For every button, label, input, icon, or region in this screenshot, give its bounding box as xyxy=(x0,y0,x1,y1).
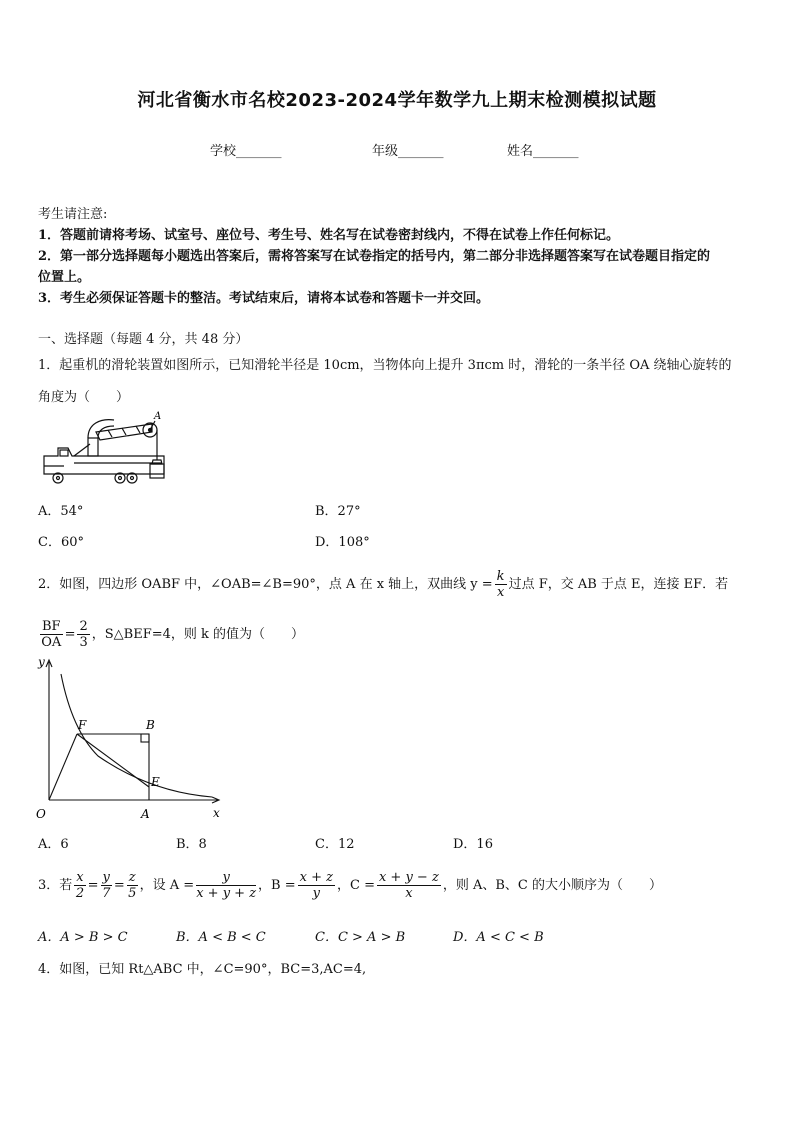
q3-set-b: ，B = xyxy=(258,878,296,893)
hyperbola-fraction xyxy=(495,569,507,600)
notice-heading: 考生请注意: xyxy=(38,207,108,222)
ratio-numerator: BF xyxy=(42,619,61,634)
hyperbola-figure xyxy=(30,652,230,824)
point-a-label: A xyxy=(154,411,162,422)
ratio-equals: = xyxy=(64,627,76,642)
q2-text-post: 过点 F，交 AB 于点 E，连接 EF．若 xyxy=(508,577,729,592)
origin-label: O xyxy=(36,807,46,821)
q3-suffix: ，则 A、B、C 的大小顺序为（ ） xyxy=(442,878,662,893)
value-numerator: 2 xyxy=(79,619,88,634)
frac-denominator: 7 xyxy=(102,886,111,901)
a-fraction xyxy=(196,870,256,901)
q1-option-d: D．108° xyxy=(315,535,370,550)
page-title: 河北省衡水市名校2023-2024学年数学九上期末检测模拟试题 xyxy=(137,90,657,111)
q1-text-cont: 角度为（ ） xyxy=(38,390,130,405)
c-fraction xyxy=(377,870,441,901)
q1-option-c: C．60° xyxy=(38,535,84,550)
frac-numerator: x + y − z xyxy=(378,870,439,885)
q3-option-d: D．A < C < B xyxy=(453,930,544,945)
grade-field: 年级_______ xyxy=(372,144,444,159)
section-heading: 一、选择题（每题 4 分，共 48 分） xyxy=(38,332,249,347)
q2-option-d: D．16 xyxy=(453,837,493,852)
q3-option-b: B．A < B < C xyxy=(176,930,266,945)
hyperbola-numerator: k xyxy=(496,569,505,584)
frac-denominator: y xyxy=(312,886,320,901)
q2-option-a: A．6 xyxy=(38,837,69,852)
point-a-label: A xyxy=(141,807,150,821)
frac-numerator: y xyxy=(102,870,110,885)
x-axis-label: x xyxy=(213,806,220,820)
value-fraction xyxy=(77,619,89,650)
q1-text: 1．起重机的滑轮装置如图所示，已知滑轮半径是 10cm，当物体向上提升 3πcm 时，滑轮的一条半径 OA 绕轴心旋转的 xyxy=(38,358,732,373)
frac-numerator: z xyxy=(128,870,136,885)
ratio-denominator: OA xyxy=(41,635,62,650)
q2-option-c: C．12 xyxy=(315,837,355,852)
crane-figure xyxy=(34,408,174,490)
q2-condition xyxy=(38,618,304,652)
q3-text: 3．若 $\frac{x}{2}$ = $\frac{y}{7}$ = $\frac{z}{5}$ ，设 A = $\frac{y}{x + y + z}$ ，B = $\frac{x + z}{y}$ ，C = $\frac{x + y - z}{x}$ ，则 A、B、C 的大小顺序为（ ） xyxy=(38,870,662,901)
name-field: 姓名_______ xyxy=(507,144,579,159)
z-over-5 xyxy=(127,870,138,901)
ratio-fraction xyxy=(40,619,63,650)
notice-item-1: 1．答题前请将考场、试室号、座位号、考生号、姓名写在试卷密封线内，不得在试卷上作任何标记。 xyxy=(38,228,620,243)
frac-denominator: 5 xyxy=(128,886,137,901)
q2-text-pre: 2．如图，四边形 OABF 中，∠OAB=∠B=90°，点 A 在 x 轴上，双曲线 y = xyxy=(38,577,493,592)
notice-item-2-cont: 位置上。 xyxy=(38,270,91,285)
b-fraction xyxy=(298,870,335,901)
school-field: 学校_______ xyxy=(210,144,282,159)
point-f-label: F xyxy=(78,718,87,732)
q4-text: 4．如图，已知 Rt△ABC 中，∠C=90°，BC=3,AC=4, xyxy=(38,962,367,977)
q3-option-c: C．C > A > B xyxy=(315,930,406,945)
q3-prefix: 3．若 xyxy=(38,878,73,893)
frac-denominator: 2 xyxy=(75,886,85,901)
q1-option-b: B．27° xyxy=(315,504,361,519)
q3-set-a: ，设 A = xyxy=(139,878,195,893)
q3-option-a: A．A > B > C xyxy=(38,930,128,945)
q2-condition-text: ，S△BEF=4，则 k 的值为（ ） xyxy=(91,627,305,642)
point-b-label: B xyxy=(146,718,155,732)
q2-text xyxy=(38,568,728,602)
value-denominator: 3 xyxy=(79,635,88,650)
point-e-label: E xyxy=(151,775,160,789)
frac-numerator: y xyxy=(196,870,256,886)
notice-item-3: 3．考生必须保证答题卡的整洁。考试结束后，请将本试卷和答题卡一并交回。 xyxy=(38,291,490,306)
frac-numerator: x xyxy=(76,870,84,885)
y-over-7 xyxy=(101,870,112,901)
frac-numerator: x + z xyxy=(299,870,333,885)
frac-denominator: x + y + z xyxy=(196,886,257,901)
q1-option-a: A．54° xyxy=(38,504,84,519)
notice-item-2: 2．第一部分选择题每小题选出答案后，需将答案写在试卷指定的括号内，第二部分非选择题答案写在试卷题目指定的 xyxy=(38,249,711,264)
x-over-2 xyxy=(74,870,85,901)
q3-set-c: ，C = xyxy=(336,878,375,893)
hyperbola-denominator: x xyxy=(496,585,505,600)
frac-denominator: x xyxy=(405,886,413,901)
q2-option-b: B．8 xyxy=(176,837,207,852)
y-axis-label: y xyxy=(38,655,45,669)
